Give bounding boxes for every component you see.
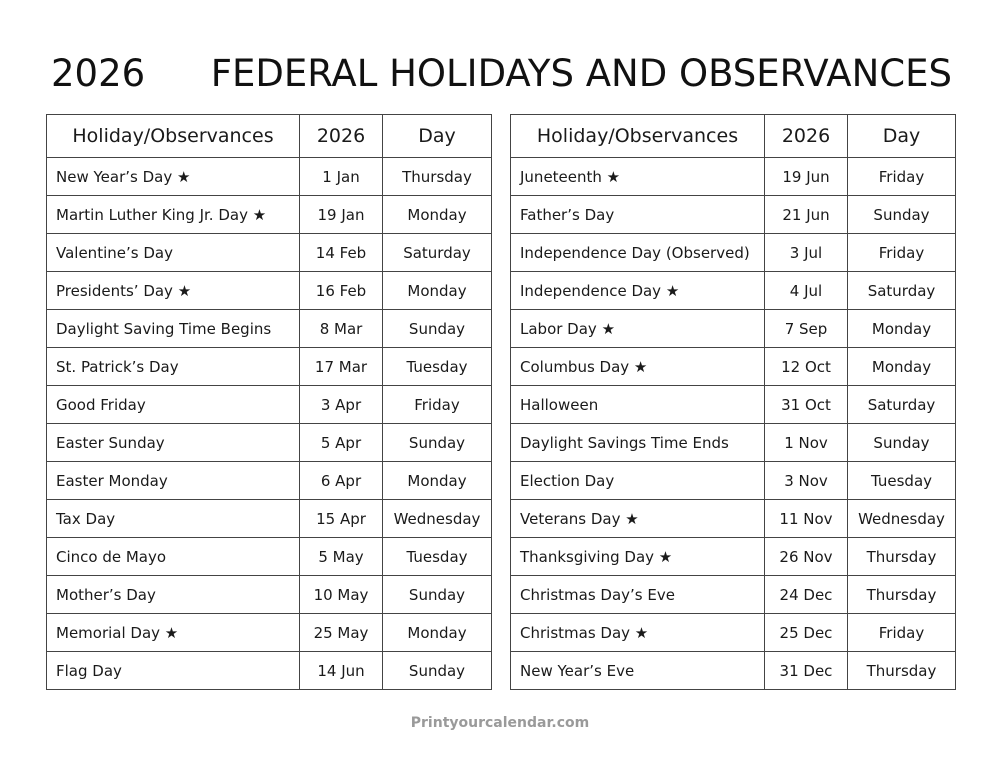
holiday-name-cell: Flag Day bbox=[47, 652, 300, 690]
holiday-name-cell: Easter Sunday bbox=[47, 424, 300, 462]
holiday-name-cell: Presidents’ Day ★ bbox=[47, 272, 300, 310]
holiday-date-cell: 3 Nov bbox=[765, 462, 848, 500]
holiday-name-cell: Independence Day ★ bbox=[511, 272, 765, 310]
table-row bbox=[511, 348, 956, 386]
table-row bbox=[47, 500, 492, 538]
holiday-day-cell: Monday bbox=[383, 614, 492, 652]
holiday-name-cell: Columbus Day ★ bbox=[511, 348, 765, 386]
table-row bbox=[511, 462, 956, 500]
holiday-table-right bbox=[510, 114, 956, 690]
table-row bbox=[47, 424, 492, 462]
holiday-date-cell: 21 Jun bbox=[765, 196, 848, 234]
table-row bbox=[47, 348, 492, 386]
holiday-date-cell: 1 Jan bbox=[300, 158, 383, 196]
holiday-name-cell: Independence Day (Observed) bbox=[511, 234, 765, 272]
holiday-date-cell: 17 Mar bbox=[300, 348, 383, 386]
holiday-date-cell: 25 May bbox=[300, 614, 383, 652]
table-row bbox=[47, 614, 492, 652]
holiday-name-cell: Valentine’s Day bbox=[47, 234, 300, 272]
table-row bbox=[47, 158, 492, 196]
title-year: 2026 bbox=[51, 52, 146, 95]
holiday-day-cell: Sunday bbox=[383, 576, 492, 614]
table-row bbox=[47, 310, 492, 348]
footer-site-name: Printyourcalendar.com bbox=[410, 715, 590, 731]
table-header-row bbox=[47, 115, 492, 158]
table-row bbox=[47, 234, 492, 272]
table-row bbox=[511, 652, 956, 690]
table-row bbox=[511, 386, 956, 424]
table-row bbox=[511, 158, 956, 196]
table-row bbox=[511, 576, 956, 614]
holiday-day-cell: Monday bbox=[848, 348, 956, 386]
column-header-day: Day bbox=[383, 115, 492, 158]
holiday-name-cell: Labor Day ★ bbox=[511, 310, 765, 348]
holiday-name-cell: St. Patrick’s Day bbox=[47, 348, 300, 386]
table-row bbox=[47, 196, 492, 234]
holiday-day-cell: Sunday bbox=[383, 310, 492, 348]
holiday-day-cell: Sunday bbox=[383, 424, 492, 462]
holiday-day-cell: Monday bbox=[383, 196, 492, 234]
holiday-date-cell: 7 Sep bbox=[765, 310, 848, 348]
table-row bbox=[47, 386, 492, 424]
holiday-day-cell: Monday bbox=[848, 310, 956, 348]
column-header-holiday: Holiday/Observances bbox=[47, 115, 300, 158]
holiday-name-cell: Mother’s Day bbox=[47, 576, 300, 614]
table-row bbox=[511, 538, 956, 576]
table-row bbox=[511, 196, 956, 234]
holiday-name-cell: Good Friday bbox=[47, 386, 300, 424]
holiday-date-cell: 5 May bbox=[300, 538, 383, 576]
holiday-name-cell: New Year’s Eve bbox=[511, 652, 765, 690]
holiday-name-cell: Daylight Savings Time Ends bbox=[511, 424, 765, 462]
holiday-date-cell: 11 Nov bbox=[765, 500, 848, 538]
holiday-day-cell: Saturday bbox=[848, 272, 956, 310]
table-row bbox=[47, 272, 492, 310]
holiday-date-cell: 15 Apr bbox=[300, 500, 383, 538]
holiday-date-cell: 14 Jun bbox=[300, 652, 383, 690]
holiday-date-cell: 14 Feb bbox=[300, 234, 383, 272]
holiday-day-cell: Monday bbox=[383, 272, 492, 310]
holiday-name-cell: Tax Day bbox=[47, 500, 300, 538]
holiday-day-cell: Friday bbox=[848, 614, 956, 652]
holiday-day-cell: Tuesday bbox=[383, 348, 492, 386]
holiday-date-cell: 19 Jan bbox=[300, 196, 383, 234]
column-header-day: Day bbox=[848, 115, 956, 158]
holiday-day-cell: Sunday bbox=[848, 196, 956, 234]
holiday-date-cell: 31 Dec bbox=[765, 652, 848, 690]
table-row bbox=[47, 462, 492, 500]
holiday-day-cell: Thursday bbox=[383, 158, 492, 196]
table-row bbox=[511, 234, 956, 272]
holiday-day-cell: Sunday bbox=[383, 652, 492, 690]
holiday-day-cell: Friday bbox=[848, 234, 956, 272]
holiday-name-cell: Cinco de Mayo bbox=[47, 538, 300, 576]
holiday-name-cell: Christmas Day ★ bbox=[511, 614, 765, 652]
holiday-name-cell: Memorial Day ★ bbox=[47, 614, 300, 652]
holiday-name-cell: New Year’s Day ★ bbox=[47, 158, 300, 196]
holiday-date-cell: 10 May bbox=[300, 576, 383, 614]
holiday-day-cell: Thursday bbox=[848, 652, 956, 690]
holiday-date-cell: 8 Mar bbox=[300, 310, 383, 348]
holiday-day-cell: Sunday bbox=[848, 424, 956, 462]
holiday-name-cell: Veterans Day ★ bbox=[511, 500, 765, 538]
holiday-date-cell: 6 Apr bbox=[300, 462, 383, 500]
holiday-date-cell: 31 Oct bbox=[765, 386, 848, 424]
table-row bbox=[47, 652, 492, 690]
holiday-day-cell: Thursday bbox=[848, 576, 956, 614]
holiday-day-cell: Thursday bbox=[848, 538, 956, 576]
holiday-date-cell: 16 Feb bbox=[300, 272, 383, 310]
holiday-day-cell: Saturday bbox=[848, 386, 956, 424]
column-header-date: 2026 bbox=[300, 115, 383, 158]
column-header-holiday: Holiday/Observances bbox=[511, 115, 765, 158]
table-row bbox=[511, 310, 956, 348]
column-header-date: 2026 bbox=[765, 115, 848, 158]
holiday-date-cell: 12 Oct bbox=[765, 348, 848, 386]
holiday-date-cell: 3 Jul bbox=[765, 234, 848, 272]
holiday-name-cell: Election Day bbox=[511, 462, 765, 500]
holiday-day-cell: Tuesday bbox=[848, 462, 956, 500]
table-row bbox=[47, 538, 492, 576]
holiday-name-cell: Father’s Day bbox=[511, 196, 765, 234]
holiday-name-cell: Juneteenth ★ bbox=[511, 158, 765, 196]
holiday-day-cell: Saturday bbox=[383, 234, 492, 272]
holiday-day-cell: Monday bbox=[383, 462, 492, 500]
holiday-day-cell: Wednesday bbox=[848, 500, 956, 538]
table-row bbox=[511, 272, 956, 310]
holiday-date-cell: 25 Dec bbox=[765, 614, 848, 652]
holiday-day-cell: Friday bbox=[383, 386, 492, 424]
table-row bbox=[511, 424, 956, 462]
holiday-day-cell: Friday bbox=[848, 158, 956, 196]
table-header-row bbox=[511, 115, 956, 158]
table-row bbox=[511, 500, 956, 538]
holiday-name-cell: Halloween bbox=[511, 386, 765, 424]
holiday-date-cell: 5 Apr bbox=[300, 424, 383, 462]
holiday-date-cell: 26 Nov bbox=[765, 538, 848, 576]
holiday-date-cell: 24 Dec bbox=[765, 576, 848, 614]
holiday-date-cell: 1 Nov bbox=[765, 424, 848, 462]
holiday-date-cell: 3 Apr bbox=[300, 386, 383, 424]
holiday-day-cell: Wednesday bbox=[383, 500, 492, 538]
holiday-date-cell: 4 Jul bbox=[765, 272, 848, 310]
holiday-date-cell: 19 Jun bbox=[765, 158, 848, 196]
holiday-name-cell: Christmas Day’s Eve bbox=[511, 576, 765, 614]
holiday-name-cell: Martin Luther King Jr. Day ★ bbox=[47, 196, 300, 234]
holiday-name-cell: Easter Monday bbox=[47, 462, 300, 500]
holiday-table-left bbox=[46, 114, 492, 690]
holiday-name-cell: Daylight Saving Time Begins bbox=[47, 310, 300, 348]
table-row bbox=[47, 576, 492, 614]
holiday-day-cell: Tuesday bbox=[383, 538, 492, 576]
table-row bbox=[511, 614, 956, 652]
page-title: FEDERAL HOLIDAYS AND OBSERVANCES bbox=[210, 52, 952, 95]
holiday-name-cell: Thanksgiving Day ★ bbox=[511, 538, 765, 576]
